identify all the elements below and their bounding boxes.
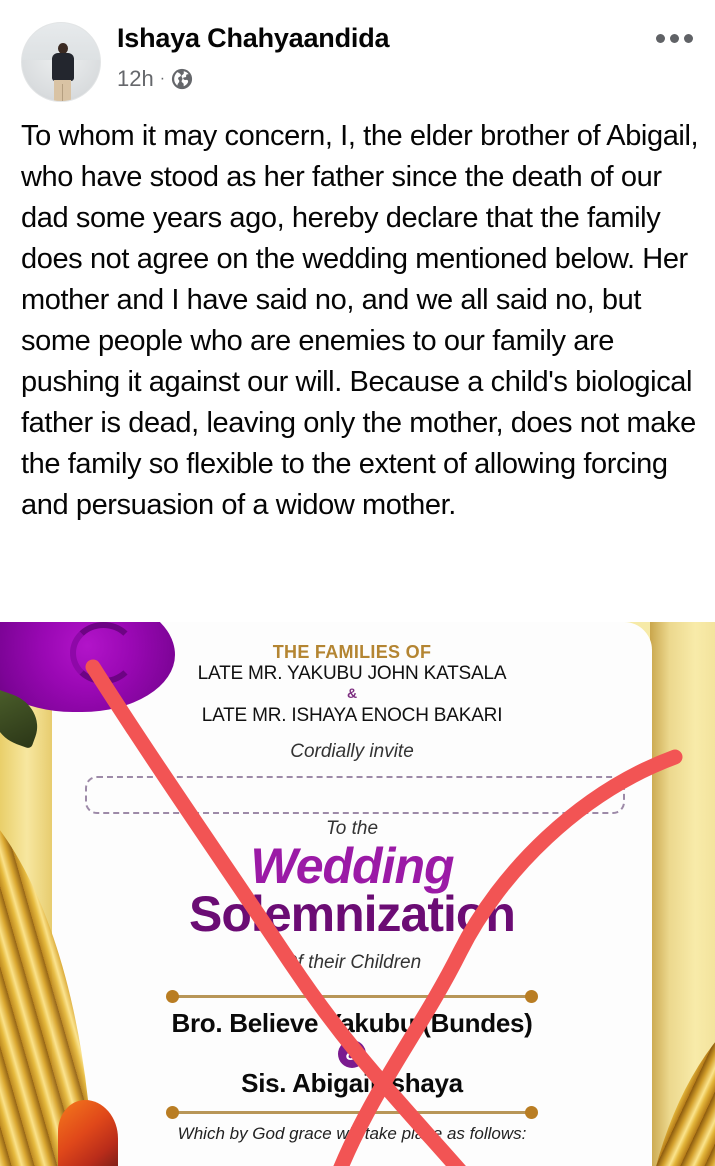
invitation-divider-top xyxy=(172,995,532,998)
invitation-divider-bottom xyxy=(172,1111,532,1114)
invitation-ampersand: & xyxy=(346,685,358,701)
post-header xyxy=(0,0,715,110)
globe-icon[interactable] xyxy=(171,68,193,90)
more-horizontal-icon-dot xyxy=(670,34,679,43)
invitation-family-2: LATE MR. ISHAYA ENOCH BAKARI xyxy=(201,705,503,726)
invitation-follows: Which by God grace will take place as follows: xyxy=(177,1124,527,1143)
more-horizontal-icon-dot xyxy=(684,34,693,43)
invitation-content xyxy=(52,622,652,1166)
author-avatar[interactable] xyxy=(21,22,101,102)
more-horizontal-icon-dot xyxy=(656,34,665,43)
post-image[interactable] xyxy=(0,622,715,1166)
post-body-text: To whom it may concern, I, the elder brother of Abigail, who have stood as her father since the death of our dad some years ago, hereby declare that the family does not agree on the wedding mentioned below. Her mother and I have said no, and we all said no, but some people who are enemies to our family are pushing it against our will. Because a child's biological father is dead, leaving only the mother, does not make the family so flexible to the extent of allowing forcing and persuasion of a widow mother. xyxy=(21,120,699,521)
invitation-name-blank xyxy=(85,776,625,814)
invitation-of-their-children: Of their Children xyxy=(282,952,422,973)
more-options-button[interactable] xyxy=(656,30,696,46)
avatar-figure-legs xyxy=(54,80,71,102)
invitation-cordially: Cordially invite xyxy=(290,741,414,762)
meta-separator: · xyxy=(159,70,166,87)
invitation-family-1: LATE MR. YAKUBU JOHN KATSALA xyxy=(197,663,507,684)
avatar-figure-torso xyxy=(52,53,74,81)
invitation-title-wedding: Wedding xyxy=(250,838,454,894)
author-name[interactable]: Ishaya Chahyaandida xyxy=(117,23,390,53)
post-timestamp[interactable]: 12h xyxy=(117,66,154,91)
invitation-families-of: THE FAMILIES OF xyxy=(272,642,432,662)
invitation-to-the: To the xyxy=(325,818,379,839)
invitation-bride-name: Sis. Abigail Ishaya xyxy=(241,1068,463,1098)
invitation-groom-name: Bro. Believe Yakubu (Bundes) xyxy=(171,1008,533,1038)
invitation-ampersand-badge: & xyxy=(338,1040,366,1068)
post-meta xyxy=(117,66,193,92)
invitation-title-solemnization: Solemnization xyxy=(189,886,515,942)
